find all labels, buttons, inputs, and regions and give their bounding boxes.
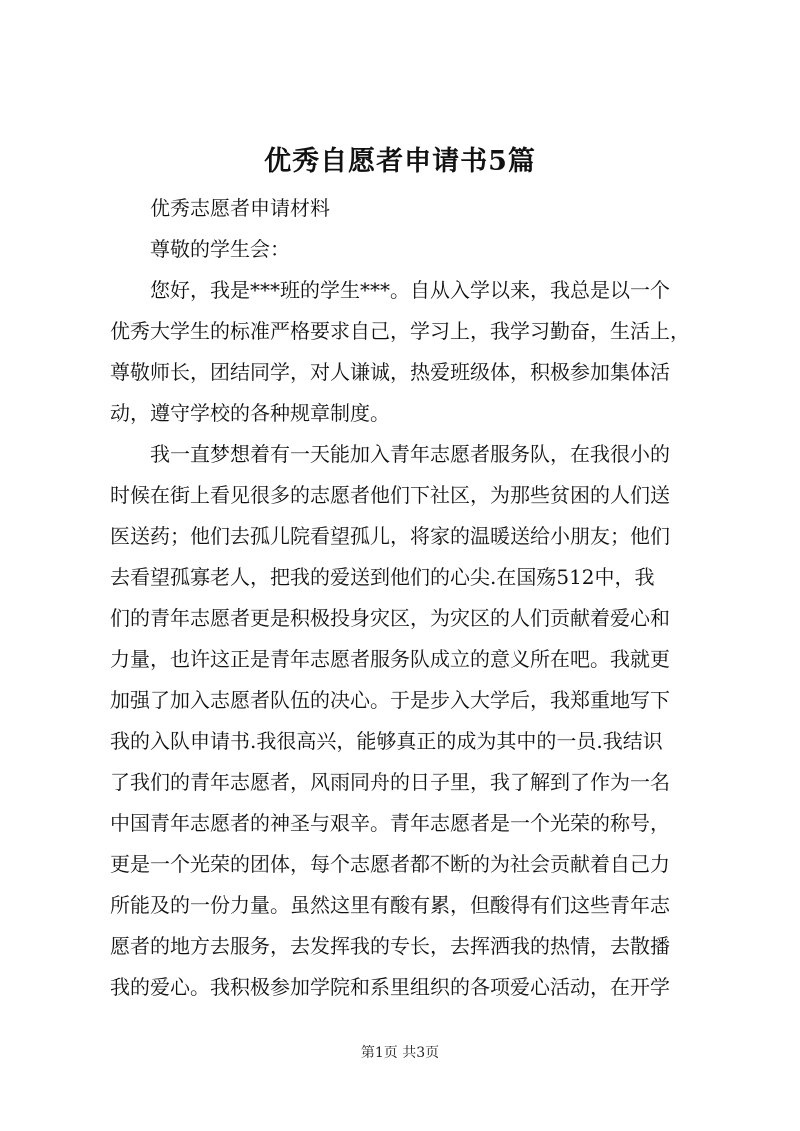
paragraph-line: 更是一个光荣的团体，每个志愿者都不断的为社会贡献着自己力: [110, 852, 670, 876]
paragraph-line: 您好，我是***班的学生***。自从入学以来，我总是以一个: [150, 278, 670, 302]
paragraph-line: 我一直梦想着有一天能加入青年志愿者服务队，在我很小的: [150, 442, 670, 466]
paragraph-line: 中国青年志愿者的神圣与艰辛。青年志愿者是一个光荣的称号，: [110, 811, 670, 835]
paragraph-line: 们的青年志愿者更是积极投身灾区，为灾区的人们贡献着爱心和: [110, 606, 670, 630]
paragraph-line: 时候在街上看见很多的志愿者他们下社区，为那些贫困的人们送: [110, 483, 670, 507]
paragraph-line: 尊敬师长，团结同学，对人谦诚，热爱班级体，积极参加集体活: [110, 360, 670, 384]
paragraph-line: 优秀大学生的标准严格要求自己，学习上，我学习勤奋，生活上，: [110, 319, 690, 343]
document-body: [110, 188, 700, 1008]
paragraph-line: 优秀志愿者申请材料: [150, 196, 330, 220]
document-title: 优秀自愿者申请书5篇: [264, 146, 536, 177]
paragraph-line: 所能及的一份力量。虽然这里有酸有累，但酸得有们这些青年志: [110, 893, 670, 917]
paragraph-line: 去看望孤寡老人，把我的爱送到他们的心尖.在国殇512中，我: [110, 565, 655, 589]
paragraph-line: 动，遵守学校的各种规章制度。: [110, 401, 390, 425]
paragraph-line: 我的入队申请书.我很高兴，能够真正的成为其中的一员.我结识: [110, 729, 663, 753]
paragraph-line: 加强了加入志愿者队伍的决心。于是步入大学后，我郑重地写下: [110, 688, 670, 712]
paragraph-line: 了我们的青年志愿者，风雨同舟的日子里，我了解到了作为一名: [110, 770, 670, 794]
paragraph-line: 尊敬的学生会：: [150, 237, 290, 261]
paragraph-line: 愿者的地方去服务，去发挥我的专长，去挥洒我的热情，去散播: [110, 934, 670, 958]
paragraph-line: 我的爱心。我积极参加学院和系里组织的各项爱心活动，在开学: [110, 975, 670, 999]
page-footer: 第1页 共3页: [360, 1045, 440, 1061]
paragraph-line: 医送药；他们去孤儿院看望孤儿，将家的温暖送给小朋友；他们: [110, 524, 670, 548]
paragraph-line: 力量，也许这正是青年志愿者服务队成立的意义所在吧。我就更: [110, 647, 670, 671]
